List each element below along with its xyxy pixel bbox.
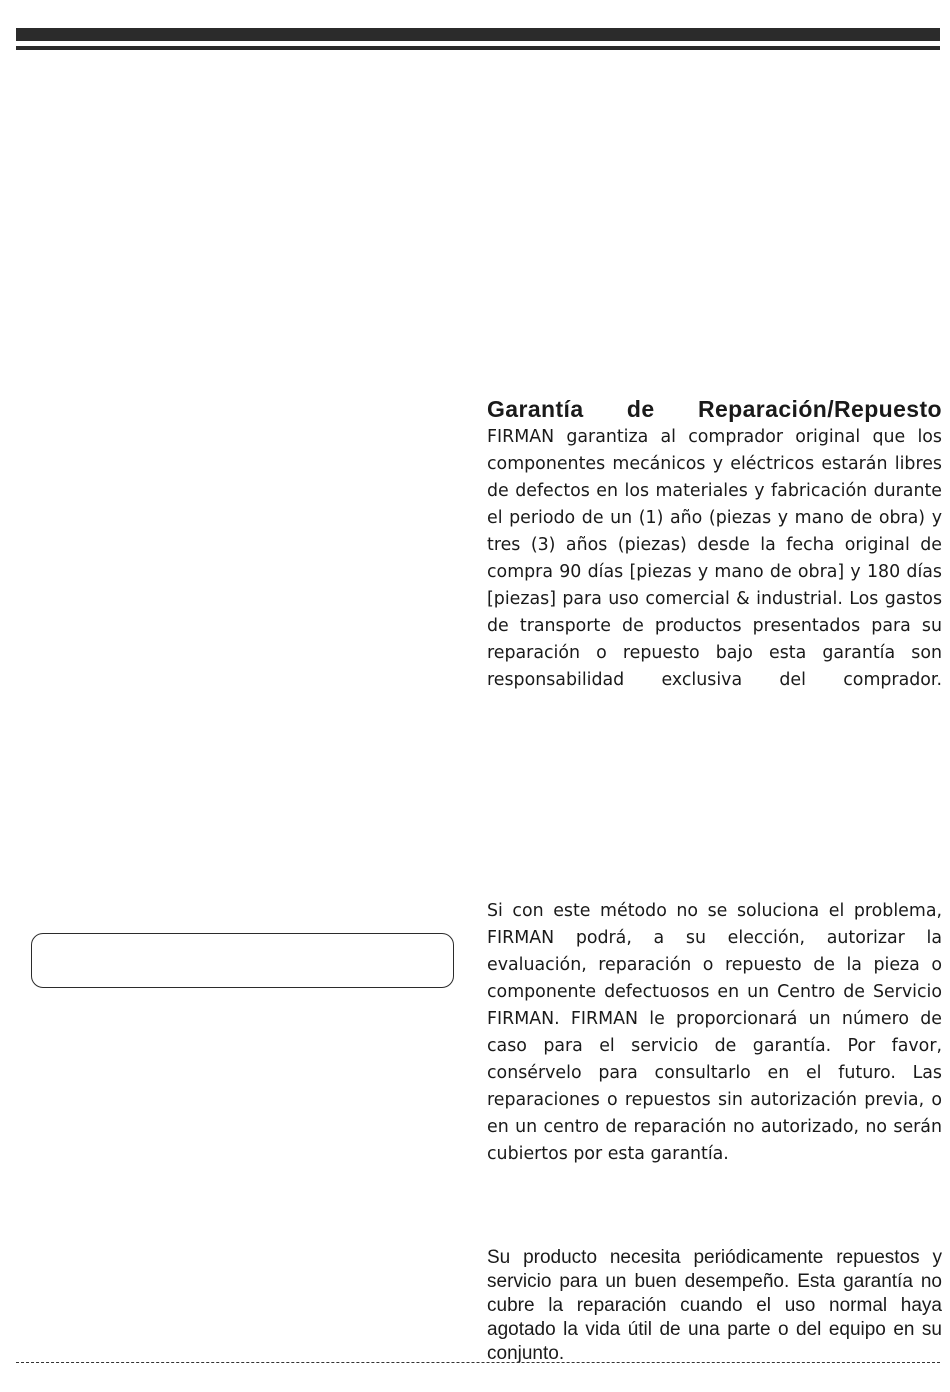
warranty-paragraph-maintenance: Su producto necesita periódicamente repuestos y servicio para un buen desempeño. Esta garantía no cubre la reparación cuando el uso normal haya agotado la vida útil de una parte o del equipo en su conjunto. — [487, 1247, 942, 1364]
empty-callout-box — [31, 933, 454, 988]
header-rule-thin — [16, 46, 940, 50]
warranty-heading: Garantía de Reparación/Repuesto — [487, 396, 942, 422]
cut-line-divider — [16, 1362, 940, 1363]
warranty-paragraph-coverage: FIRMAN garantiza al comprador original que los componentes mecánicos y eléctricos estarán libres de defectos en los materiales y fabricación durante el periodo de un (1) año (piezas y mano de obra) y tres (3) años (piezas) desde la fecha original de compra 90 días [piezas y mano de obra] y 180 días [piezas] para uso comercial & industrial. Los gastos de transporte de productos presentados para su reparación o repuesto bajo esta garantía son responsabilidad exclusiva del comprador. — [487, 427, 942, 690]
header-rule-thick — [16, 28, 940, 41]
warranty-paragraph-service-center: Si con este método no se soluciona el problema, FIRMAN podrá, a su elección, autorizar la evaluación, reparación o repuesto de la pieza o componente defectuosos en un Centro de Servicio FIRMAN. FIRMAN le proporcionará un número de caso para el servicio de garantía. Por favor, consérvelo para consultarlo en el futuro. Las reparaciones o repuestos sin autorización previa, o en un centro de reparación no autorizado, no serán cubiertos por esta garantía. — [487, 901, 942, 1164]
